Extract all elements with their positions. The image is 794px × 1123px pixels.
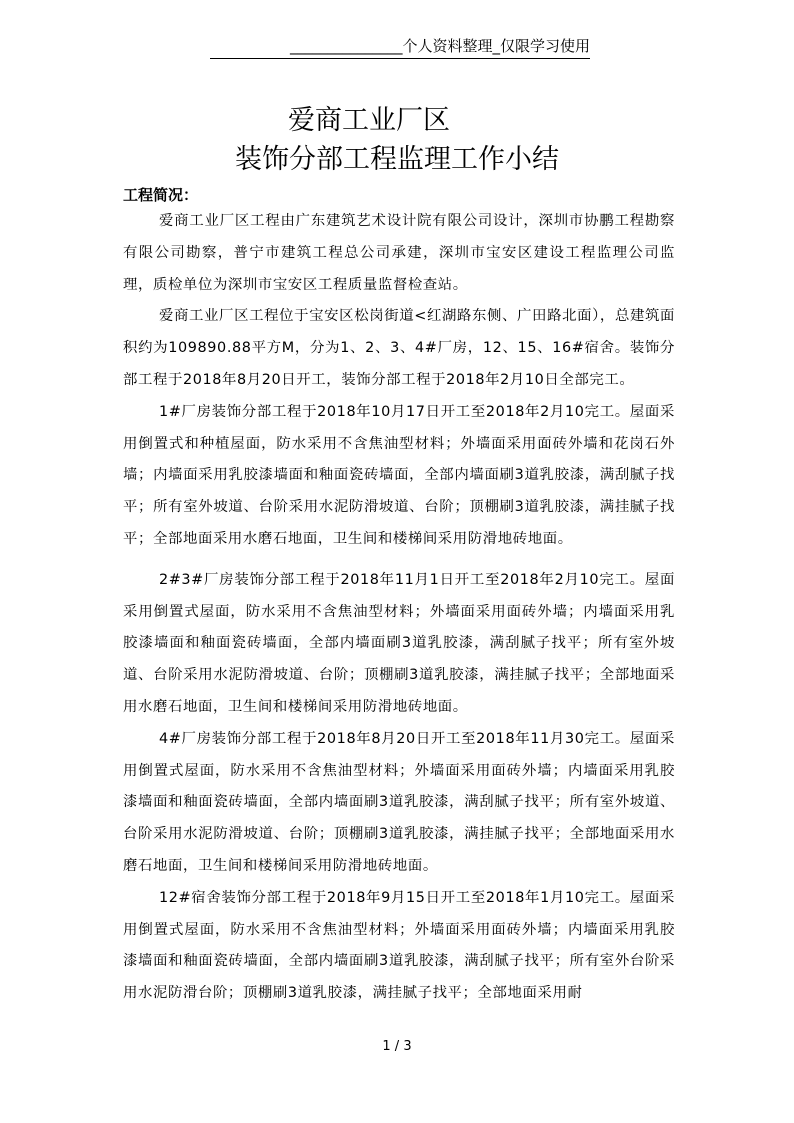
document-title-line-2: 装饰分部工程监理工作小结 [235,144,559,175]
body-text [123,206,675,1010]
section-heading: 工程简况： [123,186,199,204]
document-title-line-1: 爱商工业厂区 [288,105,450,136]
header-rule [210,58,590,59]
paragraph-dorm-12: 12#宿舍装饰分部工程于2018年9月15日开工至2018年1月10完工。屋面采用倒置式屋面，防水采用不含焦油型材料；外墙面采用面砖外墙；内墙面采用乳胶漆墙面和釉面瓷砖墙面，全部内墙面刷3道乳胶漆，满刮腻子找平；所有室外台阶采用水泥防滑台阶；顶棚刷3道乳胶漆，满挂腻子找平；全部地面采用耐 [123,889,675,1002]
page-header: _______________个人资料整理_仅限学习使用 [289,37,590,55]
page-number: 1 / 3 [382,1039,412,1054]
paragraph-overview: 爱商工业厂区工程由广东建筑艺术设计院有限公司设计，深圳市协鹏工程勘察有限公司勘察，普宁市建筑工程总公司承建，深圳市宝安区建设工程监理公司监理，质检单位为深圳市宝安区工程质量监督检查站。 [123,213,675,293]
paragraph-plant-2-3: 2#3#厂房装饰分部工程于2018年11月1日开工至2018年2月10完工。屋面采用倒置式屋面，防水采用不含焦油型材料；外墙面采用面砖外墙；内墙面采用乳胶漆墙面和釉面瓷砖墙面，全部内墙面刷3道乳胶漆，满刮腻子找平；所有室外坡道、台阶采用水泥防滑坡道、台阶；顶棚刷3道乳胶漆，满挂腻子找平；全部地面采用水磨石地面，卫生间和楼梯间采用防滑地砖地面。 [123,571,675,715]
paragraph-location: 爱商工业厂区工程位于宝安区松岗街道<红湖路东侧、广田路北面），总建筑面积约为109890.88平方M，分为1、2、3、4#厂房，12、15、16#宿舍。装饰分部工程于2018年8月20日开工，装饰分部工程于2018年2月10日全部完工。 [123,308,675,388]
paragraph-plant-1: 1#厂房装饰分部工程于2018年10月17日开工至2018年2月10完工。屋面采用倒置式和种植屋面，防水采用不含焦油型材料；外墙面采用面砖外墙和花岗石外墙；内墙面采用乳胶漆墙面和釉面瓷砖墙面，全部内墙面刷3道乳胶漆，满刮腻子找平；所有室外坡道、台阶采用水泥防滑坡道、台阶；顶棚刷3道乳胶漆，满挂腻子找平；全部地面采用水磨石地面，卫生间和楼梯间采用防滑地砖地面。 [123,403,675,547]
paragraph-plant-4: 4#厂房装饰分部工程于2018年8月20日开工至2018年11月30完工。屋面采用倒置式屋面，防水采用不含焦油型材料；外墙面采用面砖外墙；内墙面采用乳胶漆墙面和釉面瓷砖墙面，全部内墙面刷3道乳胶漆，满刮腻子找平；所有室外坡道、台阶采用水泥防滑坡道、台阶；顶棚刷3道乳胶漆，满挂腻子找平；全部地面采用水磨石地面，卫生间和楼梯间采用防滑地砖地面。 [123,730,675,874]
